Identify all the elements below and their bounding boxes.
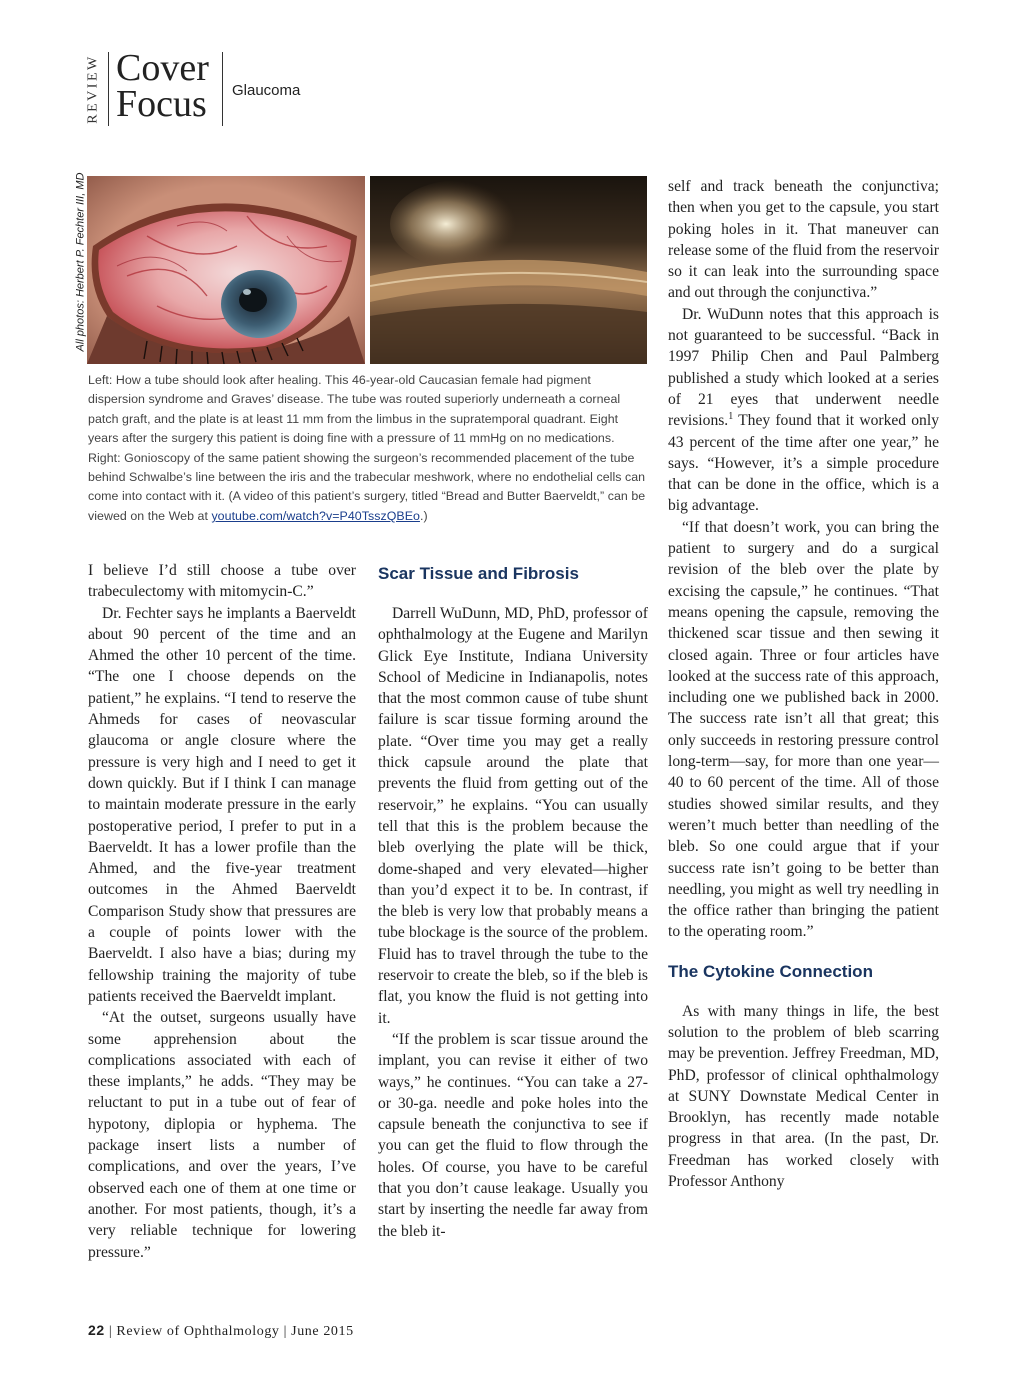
page-number: 22	[88, 1322, 105, 1338]
issue-date: June 2015	[291, 1324, 354, 1339]
cover-focus-title	[116, 47, 209, 125]
paragraph: self and track beneath the conjunctiva; then when you get to the capsule, you start poking holes in it. That maneuver can release some of the fluid from the reservoir so it can leak into the surrounding space and out through the conjunctiva.”	[668, 178, 939, 302]
article-column-1	[88, 560, 356, 1263]
header-rule-left	[108, 52, 109, 126]
cover-title-line1: Cover	[116, 47, 209, 89]
footer-separator: |	[108, 1324, 113, 1339]
subheading-scar-tissue: Scar Tissue and Fibrosis	[378, 564, 579, 583]
paragraph: “If the problem is scar tissue around the implant, you can revise it either of two ways,” he continues. “You can take a 27- or 30-ga. needle and poke holes into the capsule beneath the conjunctiva to see if you can get the fluid to flow through the holes. Of course, you have to be careful that you don’t cause leakage. Usually you start by inserting the needle far away from the bleb it-	[378, 1030, 648, 1240]
cover-title-line2: Focus	[116, 83, 207, 125]
section-label: Glaucoma	[232, 82, 301, 99]
paragraph: Dr. Fechter says he implants a Baerveldt about 90 percent of the time and an Ahmed the other 10 percent of the time. “The one I choose depends on the patient,” he explains. “I tend to reserve the Ahmeds for cases of neovascular glaucoma or angle closure where the pressure is very high and I need to get it down quickly. But if I think I can manage to maintain moderate pressure in the early postoperative period, I prefer to put in a Baerveldt. It has a lower profile than the Ahmed, and the five-year treatment outcomes in the Ahmed Baerveldt Comparison Study show that pressures are a couple of points lower with the Baerveldt. I also have a bias; during my fellowship training the majority of tube patients received the Baerveldt implant.	[88, 604, 356, 1005]
paragraph: Dr. WuDunn notes that this approach is not guaranteed to be successful. “Back in 1997 Philip Chen and Paul Palmberg published a study which looked at a series of 21 eyes that underwent needle revisions.$^1$ They found that it worked only 43 percent of the time after one year,” he says. “However, it’s a simple procedure that can be done in the office, which is a big advantage.	[668, 305, 939, 515]
header-rule-right	[222, 52, 223, 126]
figure-caption: Left: How a tube should look after healing. This 46-year-old Caucasian female had pigment dispersion syndrome and Graves’ disease. The tube was routed superiorly underneath a corneal patch graft, and the plate is at least 11 mm from the limbus in the supratemporal quadrant. Eight years after the surgery this patient is doing fine with a pressure of 11 mmHg on no medications. Right: Gonioscopy of the same patient showing the surgeon’s recommended placement of the tube behind Schwalbe’s line between the iris and the trabecular meshwork, where no endothelial cells can come into contact with it. (A video of this patient’s surgery, titled “Bread and Butter Baerveldt,” can be viewed on the Web at youtube.com/watch?v=P40TsszQBEo.)	[88, 373, 646, 523]
eye-illustration	[87, 176, 365, 364]
paragraph: “At the outset, surgeons usually have some apprehension about the complications associated with each of these implants,” he adds. “They may be reluctant to put in a tube out of fear of hypotony, diplopia or hyphema. The package insert lists a number of complications, and over the years, I’ve observed each one of them at one time or another. For most patients, though, it’s a very reliable technique for lowering pressure.”	[88, 1009, 356, 1261]
article-column-2	[378, 560, 648, 1242]
review-label: REVIEW	[86, 54, 101, 124]
paragraph: I believe I’d still choose a tube over trabeculectomy with mitomycin-C.”	[88, 562, 356, 601]
subheading-cytokine: The Cytokine Connection	[668, 961, 873, 981]
gonioscopy-illustration	[370, 176, 647, 364]
paragraph: “If that doesn’t work, you can bring the patient to surgery and do a surgical revision of the bleb over the plate by excising the capsule,” he continues. “That means opening the capsule, removing the thickened scar tissue and then sewing it closed again. Three or four articles have looked at the success rate of this approach, including one we published back in 2000. The success rate isn’t all that great; this only succeeds in restoring pressure control long-term—say, for more than one year—40 to 60 percent of the time. All of those studies showed similar results, and they weren’t much better than needling of the bleb. So one could argue that if your success rate isn’t going to be better than needling, you might as well try needling in the office rather than bringing the patient to the operating room.”	[668, 518, 939, 941]
publication-name: Review of Ophthalmology	[116, 1324, 280, 1339]
gonioscopy-photo-right	[370, 176, 647, 364]
page-footer	[88, 1322, 354, 1340]
reference-superscript: 1	[728, 411, 734, 423]
eye-photo-left	[87, 176, 365, 364]
paragraph: Darrell WuDunn, MD, PhD, professor of ophthalmology at the Eugene and Marilyn Glick Eye Institute, Indiana University School of Medicine in Indianapolis, notes that the most common cause of tube shunt failure is scar tissue forming around the plate. “Over time you may get a really thick capsule around the plate that prevents the fluid from getting out of the reservoir,” he explains. “You can usually tell that this is the problem because the bleb overlying the plate will be thick, dome-shaped and very elevated—higher than you’d expect it to be. In contrast, if the bleb is very low that probably means a tube blockage is the source of the problem. Fluid has to travel through the tube to the reservoir to create the bleb, so if the bleb is flat, you know the fluid is not getting into it.	[378, 605, 648, 1027]
footer-separator: |	[283, 1324, 288, 1339]
video-link[interactable]: youtube.com/watch?v=P40TsszQBEo	[211, 508, 420, 523]
photo-credit: All photos: Herbert P. Fechter III, MD	[74, 172, 87, 352]
article-column-3	[668, 176, 939, 1192]
paragraph: As with many things in life, the best solution to the problem of bleb scarring may be prevention. Jeffrey Freedman, MD, PhD, professor of clinical ophthalmology at SUNY Downstate Medical Center in Brooklyn, has recently made notable progress in that area. (In the past, Dr. Freedman has worked closely with Professor Anthony	[668, 1002, 939, 1191]
